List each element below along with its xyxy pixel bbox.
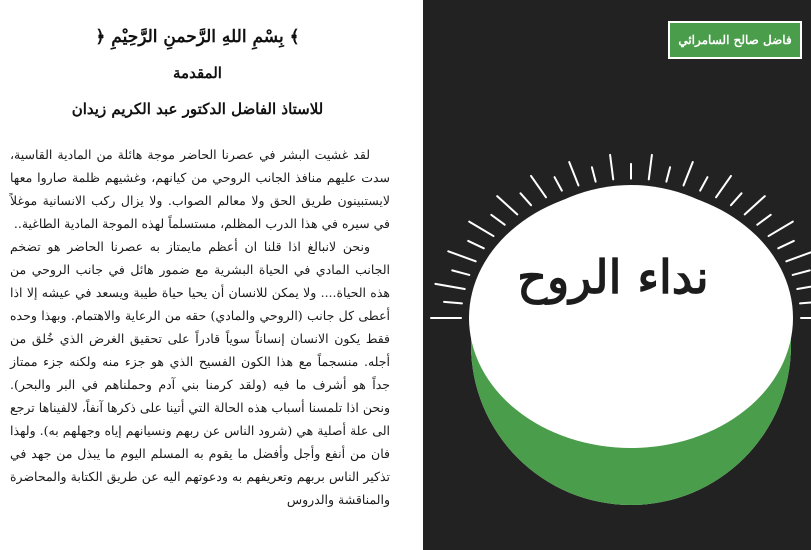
sun-ray <box>649 155 652 179</box>
sun-ray <box>700 177 707 190</box>
white-sun-disc <box>469 188 793 448</box>
sun-ray <box>444 302 462 304</box>
cover-title: نداء الروح <box>517 250 709 304</box>
sun-ray <box>666 167 670 181</box>
paragraph: ونحن لانبالغ اذا قلنا ان أعظم مايمتاز به عصرنا الحاضر هو تضخم الجانب المادي في الحياة البشرية مع ضمور هائل في جانب الروحي من هذه الحياة.... ولا يمكن للانسان أن يحيا حياة طيبة ويسعد في عيشه إلا اذا أعطى كل جانب (الروحي والمادي) حقه من الرعاية والاهتمام. وبهذا وحده فقط يكون الانسان إنساناً سوياً قادراً على تحقيق الغرض الذي خُلق من أجله. منسجماً مع هذا الكون الفسيح الذي هو جزء منه ولكنه جزء ممتاز جداً هو أشرف ما فيه (ولقد كرمنا بني آدم وحملناهم في البر والبحر). ونحن اذا تلمسنا أسباب هذه الحالة التي أتينا على ذكرها آنفاً، لالفيناها ترجع الى علة أصلية هي (شرود الناس عن ربهم ونسيانهم إياه وجهلهم به). ولهذا فان من أنفع وأجل وأفضل ما يقوم به المسلم اليوم ما يبذل من جهد في تذكير الناس بربهم وتعريفهم به ودعوتهم اليه عن طريق الكتابة والمحاضرة والمناقشة والدروس <box>10 239 390 507</box>
sun-ray <box>716 176 731 197</box>
sun-ray <box>531 176 546 197</box>
sun-ray <box>745 196 765 214</box>
sun-ray <box>786 251 811 261</box>
sun-ray <box>569 162 578 185</box>
sun-ray <box>793 270 810 275</box>
sun-ray <box>731 193 742 205</box>
book-cover <box>423 0 811 550</box>
sun-ray <box>491 215 504 225</box>
sun-ray <box>797 284 811 289</box>
page-divider <box>405 0 423 550</box>
sun-ray <box>800 302 811 304</box>
sun-ray <box>435 284 464 289</box>
body-text <box>10 143 390 511</box>
sun-ray <box>468 241 484 248</box>
sun-ray <box>778 241 794 248</box>
basmala: ﴿ بِسْمِ اللهِ الرَّحمنِ الرَّحِيْمِ ﴾ <box>95 27 300 47</box>
sun-ray <box>469 222 493 236</box>
sun-ray <box>520 193 531 205</box>
sun-ray <box>497 196 517 214</box>
author-label: فاضل صالح السامرائي <box>668 21 802 59</box>
sun-ray <box>452 270 469 275</box>
sun-ray <box>592 167 596 181</box>
section-heading: المقدمة <box>173 64 222 82</box>
paragraph: لقد غشيت البشر في عصرنا الحاضر موجة هائلة من المادية القاسية، سدت عليهم منافذ الجانب الروحي من كيانهم، وغشيهم ظلمة صاروا معها لايستبينون طريق الحق ولا معالم الصواب. ولا يزال ركب الانسانية موغلاً في سيره في هذا الدرب المظلم، مستسلماً لهذه الموجة المادية الطاغية.. <box>10 147 390 231</box>
author-line: للاستاذ الفاضل الدكتور عبد الكريم زيدان <box>71 100 324 118</box>
text-page <box>0 0 405 550</box>
sun-ray <box>757 215 770 225</box>
sun-ray <box>448 251 475 261</box>
sun-ray <box>555 177 562 190</box>
sun-ray <box>769 222 793 236</box>
sun-ray <box>684 162 693 185</box>
sun-ray <box>610 155 613 179</box>
